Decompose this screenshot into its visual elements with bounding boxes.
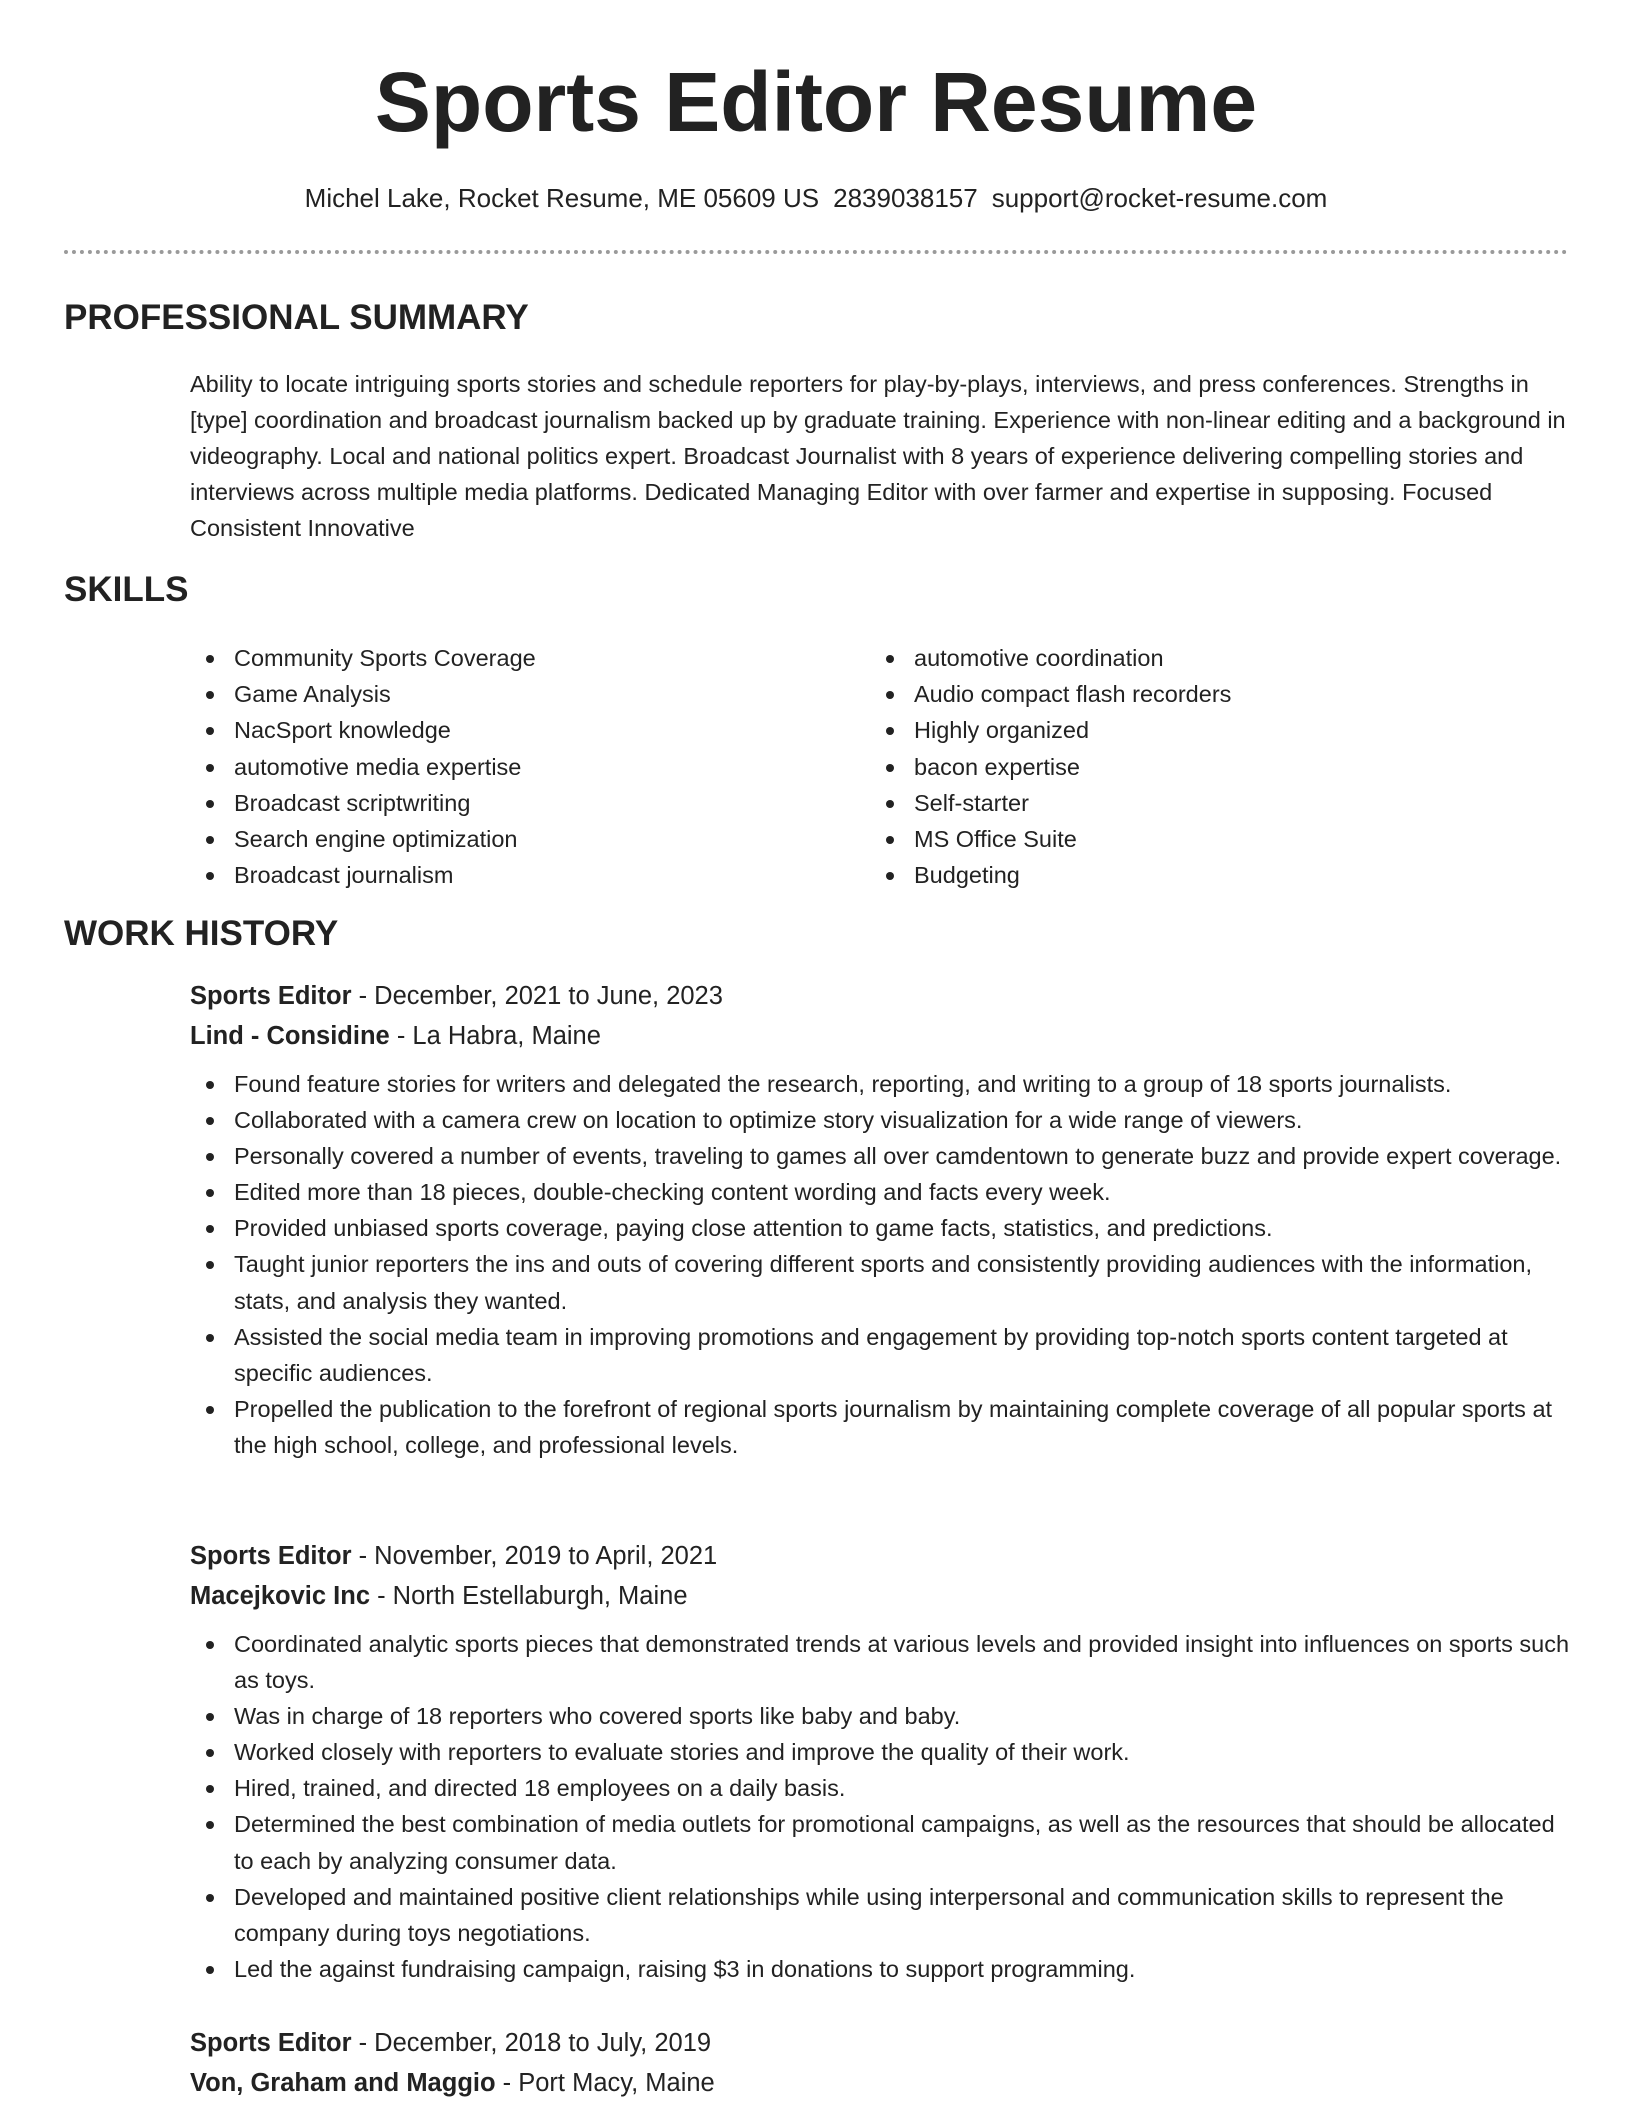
skill-item: Game Analysis bbox=[190, 676, 830, 712]
job-dates: - December, 2021 to June, 2023 bbox=[351, 982, 723, 1010]
job-bullet: Propelled the publication to the forefront of regional sports journalism by maintaining complete coverage of all popular sports at the high school, college, and professional levels. bbox=[190, 1391, 1570, 1463]
job-title-line bbox=[190, 976, 1570, 1016]
job-entry bbox=[190, 1536, 1570, 1987]
job-entry bbox=[190, 2023, 1570, 2103]
skill-item: NacSport knowledge bbox=[190, 712, 830, 748]
skill-item: bacon expertise bbox=[870, 749, 1510, 785]
job-location: - Port Macy, Maine bbox=[495, 2069, 715, 2097]
job-title-line bbox=[190, 1536, 1570, 1576]
job-bullet: Was in charge of 18 reporters who covered sports like baby and baby. bbox=[190, 1698, 1570, 1734]
job-bullet: Personally covered a number of events, traveling to games all over camdentown to generate buzz and provide expert coverage. bbox=[190, 1138, 1570, 1174]
skills-list-left bbox=[190, 640, 830, 893]
job-bullet: Developed and maintained positive client relationships while using interpersonal and communication skills to represent the company during toys negotiations. bbox=[190, 1879, 1570, 1951]
work-history-heading: WORK HISTORY bbox=[64, 914, 339, 953]
job-title-line bbox=[190, 2023, 1570, 2063]
job-company: Von, Graham and Maggio bbox=[190, 2069, 496, 2097]
job-bullet: Hired, trained, and directed 18 employees on a daily basis. bbox=[190, 1770, 1570, 1806]
job-bullet: Assisted the social media team in improving promotions and engagement by providing top-notch sports content targeted at specific audiences. bbox=[190, 1319, 1570, 1391]
skills-list-right bbox=[870, 640, 1510, 893]
job-bullet-list bbox=[190, 1066, 1570, 1463]
summary-heading: PROFESSIONAL SUMMARY bbox=[64, 298, 529, 337]
skill-item: Search engine optimization bbox=[190, 821, 830, 857]
job-company-line bbox=[190, 1016, 1570, 1056]
job-location: - La Habra, Maine bbox=[389, 1022, 601, 1050]
job-bullet: Led the against fundraising campaign, raising $3 in donations to support programming. bbox=[190, 1951, 1570, 1987]
job-entry bbox=[190, 976, 1570, 1463]
job-bullet: Collaborated with a camera crew on location to optimize story visualization for a wide range of viewers. bbox=[190, 1102, 1570, 1138]
job-bullet: Edited more than 18 pieces, double-checking content wording and facts every week. bbox=[190, 1174, 1570, 1210]
resume-title: Sports Editor Resume bbox=[374, 55, 1258, 149]
skill-item: automotive coordination bbox=[870, 640, 1510, 676]
skills-heading: SKILLS bbox=[64, 570, 189, 609]
job-company-line bbox=[190, 2063, 1570, 2103]
skill-item: automotive media expertise bbox=[190, 749, 830, 785]
skill-item: Broadcast scriptwriting bbox=[190, 785, 830, 821]
contact-email: support@rocket-resume.com bbox=[991, 183, 1328, 213]
job-bullet: Worked closely with reporters to evaluate stories and improve the quality of their work. bbox=[190, 1734, 1570, 1770]
contact-address: Michel Lake, Rocket Resume, ME 05609 US bbox=[304, 183, 820, 213]
job-dates: - December, 2018 to July, 2019 bbox=[351, 2029, 712, 2057]
header-divider bbox=[64, 250, 1568, 254]
job-location: - North Estellaburgh, Maine bbox=[370, 1582, 688, 1610]
job-bullet-list bbox=[190, 1626, 1570, 1987]
summary-text: Ability to locate intriguing sports stories and schedule reporters for play-by-plays, interviews, and press conferences. Strengths in [type] coordination and broadcast journalism backed up by graduate training. Experience with non-linear editing and a background in videography. Local and national politics expert. Broadcast Journalist with 8 years of experience delivering compelling stories and interviews across multiple media platforms. Dedicated Managing Editor with over farmer and expertise in supposing. Focused Consistent Innovative bbox=[190, 371, 1566, 541]
job-company: Macejkovic Inc bbox=[190, 1582, 371, 1610]
job-bullet: Taught junior reporters the ins and outs of covering different sports and consistently providing audiences with the information, stats, and analysis they wanted. bbox=[190, 1246, 1570, 1318]
job-company: Lind - Considine bbox=[190, 1022, 390, 1050]
job-title: Sports Editor bbox=[190, 982, 352, 1010]
job-title: Sports Editor bbox=[190, 1542, 352, 1570]
job-title: Sports Editor bbox=[190, 2029, 352, 2057]
job-company-line bbox=[190, 1576, 1570, 1616]
job-dates: - November, 2019 to April, 2021 bbox=[351, 1542, 718, 1570]
skill-item: Broadcast journalism bbox=[190, 857, 830, 893]
skill-item: Audio compact flash recorders bbox=[870, 676, 1510, 712]
contact-line bbox=[0, 180, 1632, 216]
job-bullet: Determined the best combination of media outlets for promotional campaigns, as well as the resources that should be allocated to each by analyzing consumer data. bbox=[190, 1806, 1570, 1878]
job-bullet: Coordinated analytic sports pieces that demonstrated trends at various levels and provided insight into influences on sports such as toys. bbox=[190, 1626, 1570, 1698]
skill-item: MS Office Suite bbox=[870, 821, 1510, 857]
contact-phone: 2839038157 bbox=[833, 183, 978, 213]
skill-item: Self-starter bbox=[870, 785, 1510, 821]
job-bullet: Provided unbiased sports coverage, paying close attention to game facts, statistics, and predictions. bbox=[190, 1210, 1570, 1246]
job-bullet: Found feature stories for writers and delegated the research, reporting, and writing to a group of 18 sports journalists. bbox=[190, 1066, 1570, 1102]
skill-item: Community Sports Coverage bbox=[190, 640, 830, 676]
skill-item: Budgeting bbox=[870, 857, 1510, 893]
skill-item: Highly organized bbox=[870, 712, 1510, 748]
